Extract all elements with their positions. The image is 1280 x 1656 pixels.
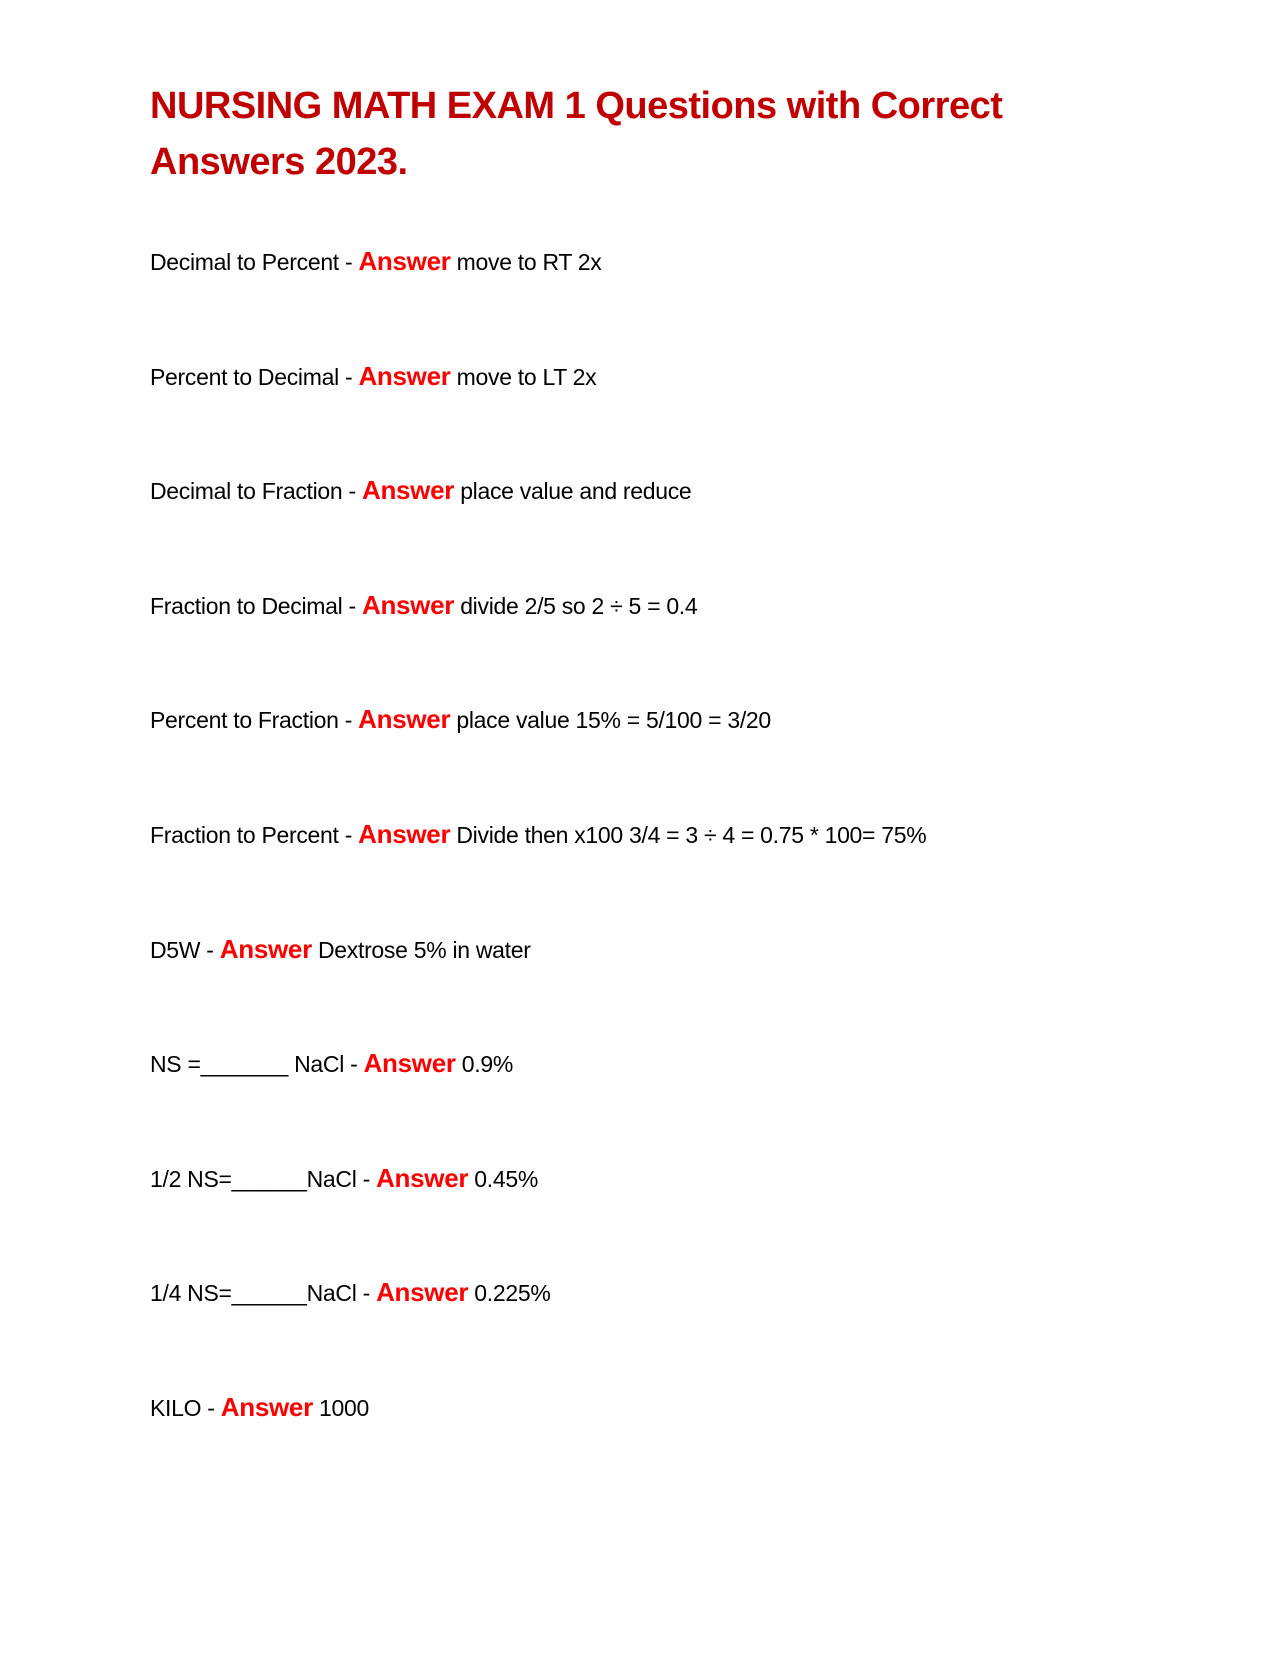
question-text: Decimal to Percent -	[150, 249, 353, 275]
answer-text: move to RT 2x	[456, 249, 602, 275]
qa-item	[150, 590, 697, 621]
answer-label: Answer	[220, 1392, 313, 1422]
qa-item	[150, 704, 771, 735]
answer-label: Answer	[358, 704, 451, 735]
answer-text: move to LT 2x	[456, 363, 597, 390]
question-text: NS =_______ NaCl -	[150, 1051, 358, 1078]
answer-text: place value 15% = 5/100 = 3/20	[456, 707, 771, 734]
answer-text: divide 2/5 so 2 ÷ 5 = 0.4	[460, 592, 698, 619]
answer-label: Answer	[361, 589, 455, 620]
question-text: KILO -	[150, 1395, 215, 1421]
answer-text: Divide then x100 3/4 = 3 ÷ 4 = 0.75 * 100= 75%	[456, 822, 927, 848]
answer-label: Answer	[358, 360, 451, 391]
answer-label: Answer	[376, 1277, 469, 1308]
qa-item	[150, 1277, 551, 1308]
question-text: Fraction to Decimal -	[150, 592, 356, 619]
answer-label: Answer	[358, 819, 451, 849]
answer-text: 0.225%	[474, 1280, 551, 1307]
document-title: NURSING MATH EXAM 1 Questions with Correct Answers 2023.	[150, 85, 1003, 183]
answer-label: Answer	[219, 933, 312, 964]
question-text: Percent to Decimal -	[150, 363, 353, 390]
qa-item	[150, 934, 531, 965]
answer-label: Answer	[361, 475, 455, 506]
qa-item	[150, 475, 691, 506]
answer-text: place value and reduce	[460, 478, 692, 505]
qa-item	[150, 361, 596, 392]
question-text: D5W -	[150, 936, 214, 963]
question-text: 1/4 NS=______NaCl -	[150, 1280, 370, 1307]
answer-text: 0.9%	[461, 1051, 514, 1078]
qa-item	[150, 1392, 369, 1423]
question-text: Percent to Fraction -	[150, 707, 353, 734]
qa-item	[150, 1163, 538, 1194]
answer-text: Dextrose 5% in water	[317, 936, 531, 963]
answer-label: Answer	[358, 246, 451, 276]
answer-label: Answer	[363, 1048, 456, 1079]
qa-item	[150, 819, 926, 850]
question-text: Fraction to Percent -	[150, 822, 353, 848]
answer-text: 0.45%	[474, 1165, 538, 1192]
answer-label: Answer	[376, 1162, 469, 1193]
question-text: Decimal to Fraction -	[150, 478, 356, 505]
question-text: 1/2 NS=______NaCl -	[150, 1165, 370, 1192]
qa-item	[150, 246, 602, 277]
qa-item	[150, 1048, 513, 1079]
answer-text: 1000	[318, 1395, 369, 1421]
